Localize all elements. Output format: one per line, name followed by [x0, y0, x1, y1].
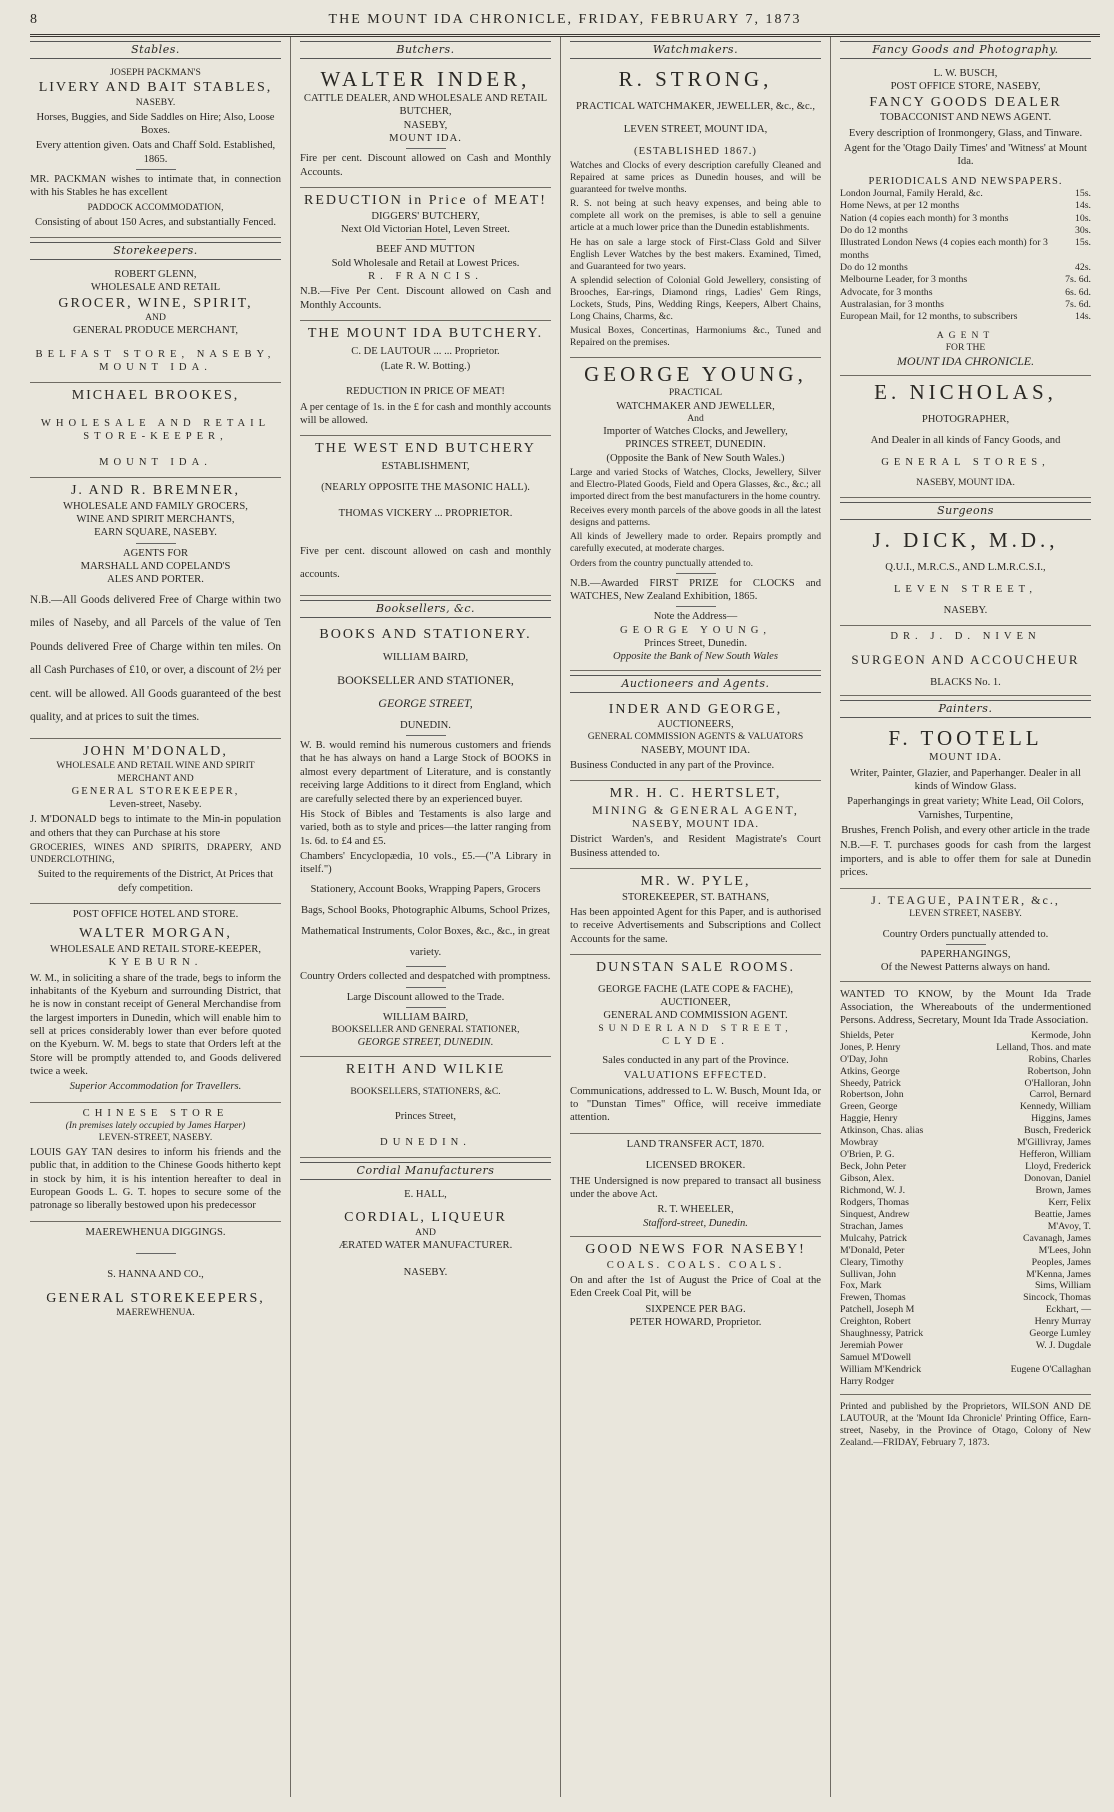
- ad-brookes: MICHAEL BROOKES, WHOLESALE AND RETAIL STORE-KEEPER, MOUNT IDA.: [30, 383, 281, 478]
- ad-dick: J. DICK, M.D., Q.U.I., M.R.C.S., AND L.M.R.C.S.I., LEVEN STREET, NASEBY.: [840, 524, 1091, 626]
- ad-busch: L. W. BUSCH, POST OFFICE STORE, NASEBY, FANCY GOODS DEALER TOBACCONIST AND NEWS AGENT. Every description of Ironmongery, Glass, and Tinware. Agent for the 'Otago Daily Times' and 'Witness' at Mount Ida. PERIODICALS AND NEWSPAPERS. London Journal, Family Herald, &c. 15s. Home News, at per 12 months 14s. Nation (4 copies each month) for 3 months 10s. Do do 12 months 30s. Illustrated London News (4 copies each month) for 3 months 15s. Do do 12 months 42s. Melbourne Leader, for 3 months 7s. 6d. Advocate, for 3 months 6s. 6d. Australasian, for 3 months 7s. 6d. European Mail, for 12 months, to subscribers 14s. AGENT FOR THE MOUNT IDA CHRONICLE.: [840, 63, 1091, 376]
- person-name: Carrol, Bernard: [1029, 1089, 1091, 1101]
- person-name: Brown, James: [1035, 1184, 1091, 1196]
- names-left: [840, 1030, 963, 1388]
- person-name: Sullivan, John: [840, 1268, 897, 1280]
- person-name: Busch, Frederick: [1024, 1125, 1091, 1137]
- person-name: O'Halloran, John: [1024, 1077, 1091, 1089]
- person-name: Sincock, Thomas: [1023, 1292, 1091, 1304]
- person-name: Jeremiah Power: [840, 1340, 903, 1352]
- person-name: Robins, Charles: [1028, 1053, 1091, 1065]
- person-name: Lloyd, Frederick: [1025, 1161, 1091, 1173]
- ad-inder: WALTER INDER, CATTLE DEALER, AND WHOLESALE AND RETAIL BUTCHER, NASEBY, MOUNT IDA. Fire per cent. Discount allowed on Cash and Monthly Accounts.: [300, 63, 551, 188]
- person-name: Richmond, W. J.: [840, 1184, 906, 1196]
- person-name: Robertson, John: [840, 1089, 904, 1101]
- section-storekeepers: Storekeepers.: [30, 242, 281, 260]
- rate-item: European Mail, for 12 months, to subscribers: [840, 311, 1018, 323]
- person-name: Samuel M'Dowell: [840, 1352, 912, 1364]
- rate-row: [840, 225, 1091, 237]
- rate-row: [840, 311, 1091, 323]
- ad-tootell: F. TOOTELL MOUNT IDA. Writer, Painter, Glazier, and Paperhanger. Dealer in all kinds of Window Glass. Paperhangings in great variety; White Lead, Oil Colors, Varnishes, Turpentine, Brushes, French Polish, and every other article in the trade N.B.—F. T. purchases goods for cash from the largest importers, and is able to offer them for sale at Dunedin prices.: [840, 722, 1091, 888]
- section-stables: Stables.: [30, 41, 281, 59]
- ad-reith-wilkie: REITH AND WILKIE BOOKSELLERS, STATIONERS, &C. Princes Street, DUNEDIN.: [300, 1057, 551, 1158]
- person-name: Lelland, Thos. and mate: [996, 1041, 1091, 1053]
- ad-pyle: MR. W. PYLE, STOREKEEPER, ST. BATHANS, Has been appointed Agent for this Paper, and is authorised to receive Advertisements and Subscriptions and Collect Accounts for the same.: [570, 869, 821, 955]
- rate-item: Illustrated London News (4 copies each month) for 3 months: [840, 237, 1048, 261]
- ad-good-news: GOOD NEWS FOR NASEBY! COALS. COALS. COALS. On and after the 1st of August the Price of Coal at the Eden Creek Coal Pit, will be SIXPENCE PER BAG. PETER HOWARD, Proprietor.: [570, 1241, 821, 1328]
- ad-baird: BOOKS AND STATIONERY. WILLIAM BAIRD, BOOKSELLER AND STATIONER, GEORGE STREET, DUNEDIN. W. B. would remind his numerous customers and friends that he has always on hand a Large Stock of BOOKS in almost every department of Literature, and is constantly receiving large Additions to it direct from England, which are carefully selected there by an experienced buyer. His Stock of Bibles and Testaments is also large and varied, both as to style and prices—the latter ranging from 1s. 6d. to £4 and £5. Chambers' Encyclopædia, 10 vols., £5.—("A Library in itself.") Stationery, Account Books, Wrapping Papers, Grocers Bags, School Books, Photographic Albums, School Prizes, Mathematical Instruments, Color Boxes, &c., &c., in great variety. Country Orders collected and despatched with promptness. Large Discount allowed to the Trade. WILLIAM BAIRD, BOOKSELLER AND GENERAL STATIONER, GEORGE STREET, DUNEDIN.: [300, 622, 551, 1057]
- person-name: Patchell, Joseph M: [840, 1304, 915, 1316]
- rate-row: [840, 274, 1091, 286]
- section-watchmakers: Watchmakers.: [570, 41, 821, 59]
- person-name: Cleary, Timothy: [840, 1256, 904, 1268]
- person-name: Shaughnessy, Patrick: [840, 1328, 924, 1340]
- person-name: Eckhart, —: [1045, 1304, 1091, 1316]
- person-name: Beattie, James: [1034, 1208, 1091, 1220]
- ad-west-end: THE WEST END BUTCHERY ESTABLISHMENT, (NEARLY OPPOSITE THE MASONIC HALL). THOMAS VICKERY ... PROPRIETOR. Five per cent. discount allowed on cash and monthly accounts.: [300, 436, 551, 595]
- person-name: W. J. Dugdale: [1035, 1340, 1091, 1352]
- ad-dunstan: DUNSTAN SALE ROOMS. GEORGE FACHE (LATE COPE & FACHE), AUCTIONEER, GENERAL AND COMMISSION AGENT. SUNDERLAND STREET, CLYDE. Sales conducted in any part of the Province. VALUATIONS EFFECTED. Communications, addressed to L. W. Busch, Mount Ida, or to "Dunstan Times" Office, will receive immediate attention.: [570, 955, 821, 1134]
- ad-hanna: MAEREWHENUA DIGGINGS. S. HANNA AND CO., GENERAL STOREKEEPERS, MAEREWHENUA.: [46, 1226, 265, 1319]
- ad-nicholas: E. NICHOLAS, PHOTOGRAPHER, And Dealer in all kinds of Fancy Goods, and GENERAL STORES, NASEBY, MOUNT IDA.: [840, 376, 1091, 498]
- ad-inder-george: INDER AND GEORGE, AUCTIONEERS, GENERAL COMMISSION AGENTS & VALUATORS NASEBY, MOUNT IDA. Business Conducted in any part of the Province.: [570, 697, 821, 782]
- person-name: Kerr, Felix: [1048, 1196, 1091, 1208]
- section-booksellers: Booksellers, &c.: [300, 600, 551, 618]
- rate-item: Australasian, for 3 months: [840, 298, 944, 310]
- missing-persons-list: [840, 1030, 1091, 1388]
- rate-price: 6s. 6d.: [1065, 286, 1091, 298]
- ad-glenn: ROBERT GLENN, WHOLESALE AND RETAIL GROCER, WINE, SPIRIT, AND GENERAL PRODUCE MERCHANT, BELFAST STORE, NASEBY, MOUNT IDA.: [30, 264, 281, 383]
- person-name: Eugene O'Callaghan: [1010, 1364, 1091, 1376]
- person-name: Atkins, George: [840, 1065, 900, 1077]
- section-fancy-goods: Fancy Goods and Photography.: [840, 41, 1091, 59]
- person-name: Cavanagh, James: [1022, 1232, 1091, 1244]
- ad-niven: DR. J. D. NIVEN SURGEON AND ACCOUCHEUR BLACKS No. 1.: [840, 626, 1091, 696]
- rate-row: [840, 287, 1091, 299]
- ad-young: GEORGE YOUNG, PRACTICAL WATCHMAKER AND JEWELLER, And Importer of Watches Clocks, and Jewellery, PRINCES STREET, DUNEDIN. (Opposite the Bank of New South Wales.) Large and varied Stocks of Watches, Clocks, Jewellery, Silver and Electro-Plated Goods, Field and Opera Glasses, &c., &c.; all imported direct from the best manufacturers in the home country. Receives every month parcels of the above goods in all the latest designs and patterns. All kinds of Jewellery made to order. Repairs promptly and carefully executed, at moderate charges. Orders from the country punctually attended to. N.B.—Awarded FIRST PRIZE for CLOCKS and WATCHES, New Zealand Exhibition, 1865. Note the Address— GEORGE YOUNG, Princes Street, Dunedin. Opposite the Bank of New South Wales: [570, 358, 821, 670]
- person-name: O'Day, John: [840, 1053, 888, 1065]
- ad-diggers: REDUCTION in Price of MEAT! DIGGERS' BUTCHERY, Next Old Victorian Hotel, Leven Street. BEEF AND MUTTON Sold Wholesale and Retail at Lowest Prices. R. FRANCIS. N.B.—Five Per Cent. Discount allowed on Cash and Monthly Accounts.: [300, 188, 551, 321]
- ad-morgan: POST OFFICE HOTEL AND STORE. WALTER MORGAN, WHOLESALE AND RETAIL STORE-KEEPER, KYEBURN. W. M., in soliciting a share of the trade, begs to inform the inhabitants of the Kyeburn and surrounding District, that he is now in constant receipt of General Merchandise from the largest importers in Dunedin, which will enable him to sell at prices considerably lower than ever before quoted on the Kyeburn. W. M. begs to state that Orders left at the Store will be promptly attended to, and Goods delivered twice a week. Superior Accommodation for Travellers.: [30, 904, 281, 1103]
- column-3: [561, 37, 831, 1797]
- person-name: Hefferon, William: [1019, 1149, 1091, 1161]
- person-name: Beck, John Peter: [840, 1161, 907, 1173]
- ad-bremner: J. AND R. BREMNER, WHOLESALE AND FAMILY GROCERS, WINE AND SPIRIT MERCHANTS, EARN SQUARE, NASEBY. AGENTS FOR MARSHALL AND COPELAND'S ALES AND PORTER. N.B.—All Goods delivered Free of Charge within two miles of Naseby, and all Parcels of the value of Ten Pounds delivered Free of Charge within ten miles. On all Cash Purchases of £10, or over, a discount of 2½ per cent. will be allowed. All Goods guaranteed of the best quality, and at prices to suit the times.: [30, 478, 281, 739]
- person-name: M'Donald, Peter: [840, 1244, 905, 1256]
- page-number: 8: [30, 12, 38, 27]
- person-name: William M'Kendrick: [840, 1364, 922, 1376]
- rate-row: [840, 299, 1091, 311]
- person-name: Creighton, Robert: [840, 1316, 911, 1328]
- person-name: Jones, P. Henry: [840, 1041, 901, 1053]
- ad-land-transfer: LAND TRANSFER ACT, 1870. LICENSED BROKER. THE Undersigned is now prepared to transact all business under the above Act. R. T. WHEELER, Stafford-street, Dunedin.: [570, 1134, 821, 1237]
- person-name: M'Avoy, T.: [1047, 1220, 1091, 1232]
- person-name: George Lumley: [1029, 1328, 1091, 1340]
- person-name: Henry Murray: [1034, 1316, 1091, 1328]
- person-name: Haggie, Henry: [840, 1113, 898, 1125]
- person-name: Donovan, Daniel: [1024, 1173, 1091, 1185]
- person-name: Strachan, James: [840, 1220, 904, 1232]
- section-auctioneers: Auctioneers and Agents.: [570, 675, 821, 693]
- rate-item: Do do 12 months: [840, 224, 908, 236]
- person-name: Mulcahy, Patrick: [840, 1232, 907, 1244]
- ad-mount-ida-butchery: THE MOUNT IDA BUTCHERY. C. DE LAUTOUR ... ... Proprietor. (Late R. W. Botting.) REDUCTION IN PRICE OF MEAT! A per centage of 1s. in the £ for cash and monthly accounts will be allowed.: [300, 321, 551, 436]
- rate-price: 15s.: [1074, 187, 1091, 199]
- person-name: M'Gillivray, James: [1016, 1137, 1091, 1149]
- person-name: Atkinson, Chas. alias Mowbray: [840, 1125, 924, 1149]
- rate-row: [840, 262, 1091, 274]
- person-name: O'Brien, P. G.: [840, 1149, 895, 1161]
- columns: [30, 37, 1100, 1797]
- person-name: Robertson, John: [1027, 1065, 1091, 1077]
- person-name: Harry Rodger: [840, 1375, 895, 1387]
- rate-item: Advocate, for 3 months: [840, 286, 933, 298]
- person-name: Green, George: [840, 1101, 898, 1113]
- person-name: Higgins, James: [1031, 1113, 1091, 1125]
- rate-price: 7s. 6d.: [1065, 298, 1091, 310]
- section-butchers: Butchers.: [300, 41, 551, 59]
- rate-price: 14s.: [1074, 200, 1091, 212]
- rate-item: Home News, at per 12 months: [840, 200, 960, 212]
- column-1: [30, 37, 291, 1797]
- rate-price: 7s. 6d.: [1065, 274, 1091, 286]
- ad-hertslet: MR. H. C. HERTSLET, MINING & GENERAL AGENT, NASEBY, MOUNT IDA. District Warden's, and Resident Magistrate's Court Business attended to.: [570, 781, 821, 869]
- person-name: Rodgers, Thomas: [840, 1196, 909, 1208]
- ad-wanted: WANTED TO KNOW, by the Mount Ida Trade Association, the Whereabouts of the undermentioned Persons. Address, Secretary, Mount Ida Trade Association. Shields, Peter Jones, P. Henry O'Day, John Atkins, George Sheedy, Patrick Robertson, John Green, George Haggie, Henry Atkinson, Chas. alias Mowbray O'Brien, P. G. Beck, John Peter Gibson, Alex. Richmond, W. J. Rodgers, Thomas Sinquest, Andrew Strachan, James Mulcahy, Patrick M'Donald, Peter Cleary, Timothy Sullivan, John Fox, Mark Frewen, Thomas Patchell, Joseph M Creighton, Robert Shaughnessy, Patrick Jeremiah Power Samuel M'Dowell William M'Kendrick Harry Rodger Kermode, John Lelland, Thos. and mate Robins, Charles Robertson, John O'Halloran, John Carrol, Bernard Kennedy, William Higgins, James Busch, Frederick M'Gillivray, James Hefferon, William Lloyd, Frederick Donovan, Daniel Brown, James Kerr, Felix Beattie, James M'Avoy, T. Cavanagh, James M'Lees, John Peoples, James M'Kenna, James Sims, William Sincock, Thomas Eckhart, — Henry Murray George Lumley W. J. Dugdale Eugene O'Callaghan: [840, 982, 1091, 1395]
- person-name: Sinquest, Andrew: [840, 1208, 910, 1220]
- masthead-title: THE MOUNT IDA CHRONICLE, FRIDAY, FEBRUARY 7, 1873: [328, 12, 802, 27]
- rate-price: 15s.: [1074, 237, 1091, 249]
- names-right: [969, 1030, 1092, 1388]
- rate-item: Do do 12 months: [840, 261, 908, 273]
- person-name: Gibson, Alex.: [840, 1173, 895, 1185]
- rate-price: 42s.: [1074, 261, 1091, 273]
- rate-item: Melbourne Leader, for 3 months: [840, 274, 968, 286]
- ad-packman: JOSEPH PACKMAN'S LIVERY AND BAIT STABLES, NASEBY. Horses, Buggies, and Side Saddles on Hire; Also, Loose Boxes. Every attention given. Oats and Chaff Sold. Established, 1865. MR. PACKMAN wishes to intimate that, in connection with his Stables he has excellent PADDOCK ACCOMMODATION, Consisting of about 150 Acres, and substantially Fenced.: [30, 63, 281, 238]
- rate-price: 30s.: [1074, 224, 1091, 236]
- person-name: M'Kenna, James: [1026, 1268, 1091, 1280]
- ad-teague: J. TEAGUE, PAINTER, &c., LEVEN STREET, NASEBY. Country Orders punctually attended to. PAPERHANGINGS, Of the Newest Patterns always on hand.: [840, 889, 1091, 982]
- section-cordial: Cordial Manufacturers: [300, 1162, 551, 1180]
- rate-row: [840, 237, 1091, 262]
- column-4: [831, 37, 1100, 1797]
- person-name: Fox, Mark: [840, 1280, 882, 1292]
- section-surgeons: Surgeons: [840, 502, 1091, 520]
- person-name: Kermode, John: [1031, 1029, 1091, 1041]
- person-name: M'Lees, John: [1038, 1244, 1091, 1256]
- person-name: Sheedy, Patrick: [840, 1077, 901, 1089]
- rate-row: [840, 200, 1091, 212]
- rate-price: 10s.: [1074, 212, 1091, 224]
- person-name: Kennedy, William: [1019, 1101, 1091, 1113]
- person-name: [969, 1352, 1092, 1364]
- column-2: [291, 37, 561, 1797]
- periodical-rates: [840, 188, 1091, 324]
- person-name: Shields, Peter: [840, 1029, 894, 1041]
- section-painters: Painters.: [840, 700, 1091, 718]
- ad-mcdonald: JOHN M'DONALD, WHOLESALE AND RETAIL WINE AND SPIRIT MERCHANT AND GENERAL STOREKEEPER, Leven-street, Naseby. J. M'DONALD begs to intimate to the Min-in population and others that they can Purchase at his store GROCERIES, WINES AND SPIRITS, DRAPERY, AND UNDERCLOTHING, Suited to the requirements of the District, At Prices that defy competition.: [30, 739, 281, 904]
- person-name: Frewen, Thomas: [840, 1292, 906, 1304]
- rate-item: Nation (4 copies each month) for 3 months: [840, 212, 1009, 224]
- ad-strong: R. STRONG, PRACTICAL WATCHMAKER, JEWELLER, &c., &c., LEVEN STREET, MOUNT IDA, (ESTABLISHED 1867.) Watches and Clocks of every description carefully Cleaned and Repaired at same prices as Dunedin houses, and will be guaranteed for twelve months. R. S. not being at such heavy expenses, and being able to complete all work on the premises, is able to sell a genuine article at a much lower price than the Dunedin establishments. He has on sale a large stock of First-Class Gold and Silver English Lever Watches by the best makers. Examined, Timed, and Guaranteed for two years. A splendid selection of Colonial Gold Jewellery, consisting of Brooches, Ear-rings, Diamond rings, Ladies' Gem Rings, Lockets, Studs, Pins, Wedding Rings, Keepers, Albert Chains, Long Chains, Charms, &c. Musical Boxes, Concertinas, Harmoniums &c., Tuned and Repaired on the premises.: [570, 63, 821, 358]
- ad-chinese-store: CHINESE STORE (In premises lately occupied by James Harper) LEVEN-STREET, NASEBY. LOUIS GAY TAN desires to inform his friends and the public that, in addition to the Chinese Goods hitherto kept in stock by him, it is his intention hereafter to deal in European Goods L. G. T. hopes to secure some of the patronage so liberally bestowed upon his predecessor: [30, 1103, 281, 1222]
- person-name: Sims, William: [1034, 1280, 1091, 1292]
- rate-row: [840, 188, 1091, 200]
- rate-row: [840, 213, 1091, 225]
- person-name: Peoples, James: [1031, 1256, 1091, 1268]
- rate-item: London Journal, Family Herald, &c.: [840, 187, 983, 199]
- ad-hall: E. HALL, CORDIAL, LIQUEUR AND ÆRATED WATER MANUFACTURER. NASEBY.: [338, 1189, 513, 1279]
- masthead: [30, 8, 1100, 32]
- imprint: Printed and published by the Proprietors, WILSON AND DE LAUTOUR, at the 'Mount Ida Chronicle' Printing Office, Earn-street, Naseby, in the Province of Otago, Colony of New Zealand.—FRIDAY, February 7, 1873.: [840, 1400, 1091, 1449]
- rate-price: 14s.: [1074, 311, 1091, 323]
